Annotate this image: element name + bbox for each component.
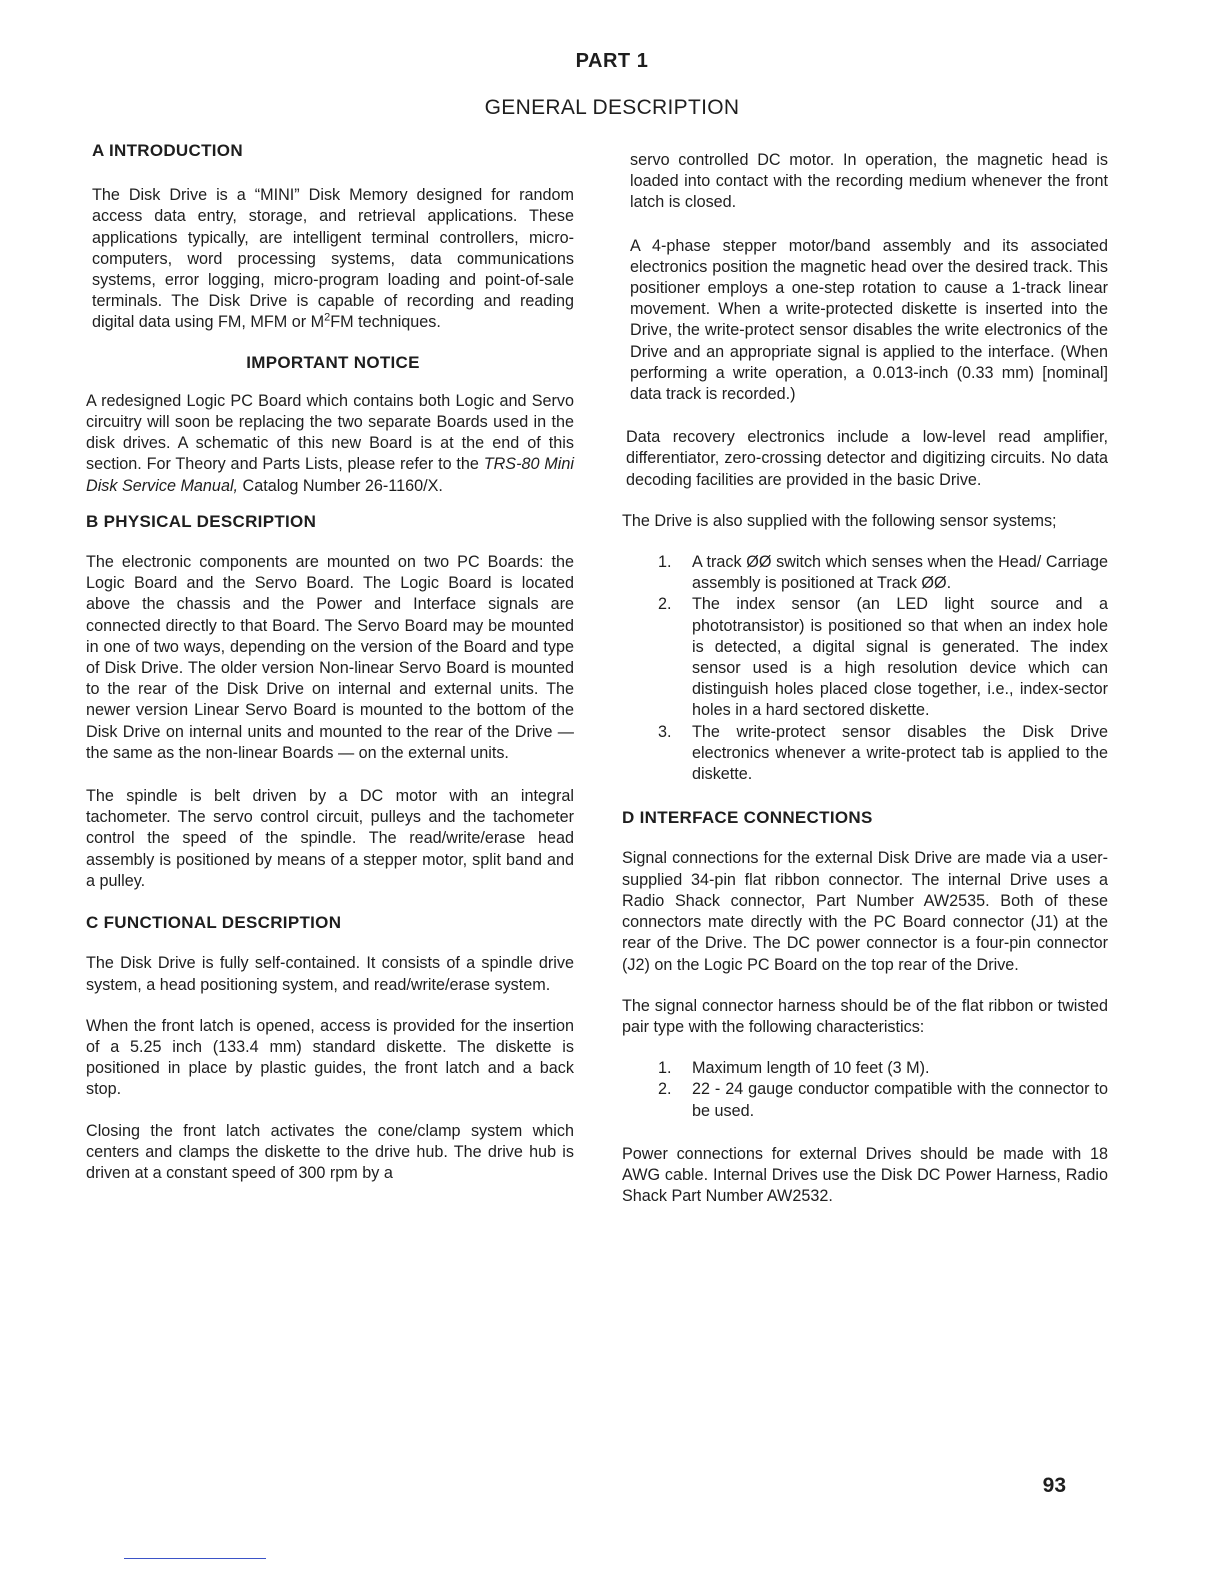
footer-divider (124, 1558, 266, 1559)
service-manual-title: TRS-80 Mini Disk Service Manual, (86, 455, 574, 495)
interface-connections-heading: D INTERFACE CONNECTIONS (622, 808, 873, 828)
front-latch-paragraph: When the front latch is opened, access is provided for the insertion of a 5.25 inch (133.4 mm) standard diskette. The diskette is positioned in place by plastic guides, the front latch and a back stop. (86, 1016, 574, 1099)
harness-paragraph: The signal connector harness should be of the flat ribbon or twisted pair type with the following characteristics: (622, 996, 1108, 1036)
list-item: 2. 22 - 24 gauge conductor compatible with the connector to be used. (658, 1080, 1108, 1120)
list-item: 3. The write-protect sensor disables the Disk Drive electronics whenever a write-protect tab is applied to the diskette. (658, 722, 1108, 784)
sensor-list (622, 552, 1108, 785)
physical-description-heading: B PHYSICAL DESCRIPTION (86, 511, 317, 531)
introduction-paragraph: The Disk Drive is a “MINI” Disk Memory designed for random access data entry, storage, and retrieval applications. These applications typically, are intelligent terminal controllers, micro-computers, word processing systems, data communications systems, error logging, micro-program loading and point-of-sale terminals. The Disk Drive is capable of recording and reading digital data using FM, MFM or $M^2FM$ techniques. (92, 186, 574, 332)
servo-motor-paragraph: servo controlled DC motor. In operation, the magnetic head is loaded into contact with the recording medium whenever the front latch is closed. (630, 151, 1108, 212)
list-item: 1. Maximum length of 10 feet (3 M). (658, 1059, 930, 1078)
sensor-systems-intro: The Drive is also supplied with the following sensor systems; (622, 511, 1057, 530)
spindle-paragraph: The spindle is belt driven by a DC motor with an integral tachometer. The servo control circuit, pulleys and the tachometer control the speed of the spindle. The read/write/erase head assembly is positioned by means of a stepper motor, split band and a pulley. (86, 787, 574, 890)
left-column (86, 140, 574, 1184)
superscript-2: 2 (324, 312, 331, 325)
functional-description-paragraph: The Disk Drive is fully self-contained. It consists of a spindle drive system, a head positioning system, and read/write/erase system. (86, 954, 574, 994)
power-connections-paragraph: Power connections for external Drives should be made with 18 AWG cable. Internal Drives use the Disk DC Power Harness, Radio Shack Part Number AW2532. (622, 1144, 1108, 1206)
introduction-heading: A INTRODUCTION (92, 141, 243, 160)
important-notice-paragraph: A redesigned Logic PC Board which contains both Logic and Servo circuitry will soon be replacing the two separate Boards used in the disk drives. A schematic of this new Board is at the end of this section. For Theory and Parts Lists, please refer to the TRS-80 Mini Disk Service Manual, Catalog Number 26-1160/X. (86, 391, 574, 495)
list-item: 1. A track ØØ switch which senses when the Head/ Carriage assembly is positioned at Track ØØ. (658, 553, 1108, 593)
interface-connections-paragraph: Signal connections for the external Disk Drive are made via a user-supplied 34-pin flat ribbon connector. The internal Drive uses a Radio Shack connector, Part Number AW2535. Both of these connectors mate directly with the PC Board connector (J1) at the rear of the Drive. The DC power connector is a four-pin connector (J2) on the Logic PC Board on the top rear of the Drive. (622, 849, 1108, 974)
data-recovery-paragraph: Data recovery electronics include a low-level read amplifier, differentiator, zero-crossing detector and digitizing circuits. No data decoding facilities are provided in the basic Drive. (626, 428, 1108, 489)
functional-description-heading: C FUNCTIONAL DESCRIPTION (86, 913, 342, 933)
section-title: GENERAL DESCRIPTION (484, 96, 740, 119)
important-notice-heading: IMPORTANT NOTICE (246, 352, 420, 372)
physical-description-paragraph: The electronic components are mounted on two PC Boards: the Logic Board and the Servo Board. The Logic Board is located above the chassis and the Power and Interface signals are connected directly to that Board. The Servo Board may be mounted in one of two ways, depending on the version of the Board and type of Disk Drive. The older version Non-linear Servo Board is mounted to the rear of the Disk Drive on internal and external units. The newer version Linear Servo Board is mounted to the bottom of the Disk Drive on internal units and mounted to the rear of the Drive — the same as the non-linear Boards — on the external units. (86, 553, 574, 762)
page-number: 93 (1042, 1474, 1066, 1497)
closing-latch-paragraph: Closing the front latch activates the cone/clamp system which centers and clamps the diskette to the drive hub. The drive hub is driven at a constant speed of 300 rpm by a (86, 1121, 574, 1182)
right-column (622, 150, 1108, 1207)
part-title: PART 1 (575, 50, 649, 72)
list-item: 2. The index sensor (an LED light source and a phototransistor) is positioned so that when an index hole is detected, a digital signal is generated. The index sensor used is a high resolution device which can distinguish holes placed close together, i.e., index-sector holes in a hard sectored diskette. (658, 595, 1108, 720)
stepper-motor-paragraph: A 4-phase stepper motor/band assembly and its associated electronics position the magnetic head over the desired track. This positioner employs a one-step rotation to cause a 1-track linear movement. When a write-protected diskette is inserted into the Drive, the write-protect sensor disables the write electronics of the Drive and an appropriate signal is applied to the interface. (When performing a write operation, a 0.013-inch (0.33 mm) [nominal] data track is recorded.) (630, 236, 1108, 404)
harness-characteristics-list (622, 1058, 1108, 1122)
